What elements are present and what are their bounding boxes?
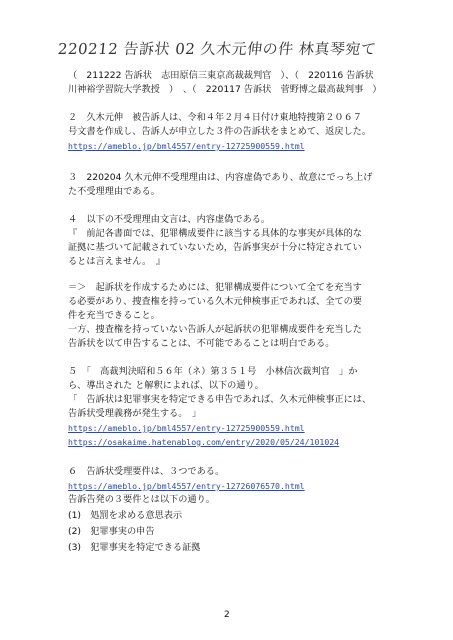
text-line: ５ 「 高裁判決昭和５６年（ネ）第３５１号 小林信次裁判官 」か: [68, 366, 358, 377]
text-line: 『 前記各書面では、犯罪構成要件に該当する具体的な事実が具体的な: [68, 228, 362, 239]
list-item: (1) 処罰を求める意思表示: [68, 510, 183, 521]
text-line: 一方、捜査権を持っていない告訴人が起訴状の犯罪構成要件を充当した: [68, 324, 362, 335]
text-line: 件を充当できること。: [68, 310, 160, 321]
text-line: ６ 告訴状受理要件は、３つである。: [68, 466, 225, 477]
text-line: 証拠に基づいて記載されていないため，告訴事実が十分に特定されてい: [68, 242, 362, 253]
text-line: た不受理理由である。: [68, 186, 160, 197]
text-line: 告訴状を以て申告することは、不可能であることは明白である。: [68, 338, 335, 349]
text-line: ３ 220204 久木元伸不受理理由は、内容虚偽であり、故意にでっち上げ: [68, 172, 373, 183]
text-line: 「 告訴状は犯罪事実を特定できる申告であれば、久木元伸検事正には、: [68, 394, 372, 405]
text-line: ＝＞ 起訴状を作成するためには、犯罪構成要件について全てを充当す: [68, 282, 362, 293]
url-link[interactable]: https://ameblo.jp/bml4557/entry-12725900559.html: [68, 423, 305, 433]
text-line: 川神裕学習院大学教授 ） 、（ 220117 告訴状 菅野博之最高裁判事 ）: [68, 84, 382, 95]
page-number: 2: [224, 610, 230, 620]
text-line: （ 211222 告訴状 志田原信三東京高裁裁判官 ）、（ 220116 告訴状: [68, 70, 374, 81]
text-line: ２ 久木元伸 被告訴人は、令和４年２月４日付け東地特捜第２０６７: [68, 112, 362, 123]
text-line: ４ 以下の不受理理由文言は、内容虚偽である。: [68, 214, 271, 225]
url-link[interactable]: https://ameblo.jp/bml4557/entry-12726076570.html: [68, 481, 305, 491]
text-line: 号文書を作成し、告訴人が申立した３件の告訴状をまとめて、返戻した。: [68, 126, 372, 137]
handwritten-title: 220212 告訴状 02 久木元伸の件 林真琴宛て: [57, 40, 378, 58]
text-line: る必要があり、捜査権を持っている久木元伸検事正であれば、全ての要: [68, 296, 362, 307]
text-line: 告訴告発の３要件とは以下の通り。: [68, 494, 215, 505]
text-line: ら、導出された と解釈によれば、以下の通り。: [68, 380, 264, 391]
url-link[interactable]: https://ameblo.jp/bml4557/entry-12725900559.html: [68, 141, 305, 151]
url-link[interactable]: https://osakaime.hatenablog.com/entry/2020/05/24/101024: [68, 437, 340, 447]
text-line: るとは言えません。 』: [68, 256, 166, 267]
text-line: 告訴状受理義務が発生する。 」: [68, 408, 202, 419]
list-item: (3) 犯罪事実を特定できる証拠: [68, 542, 201, 553]
list-item: (2) 犯罪事実の申告: [68, 526, 155, 537]
